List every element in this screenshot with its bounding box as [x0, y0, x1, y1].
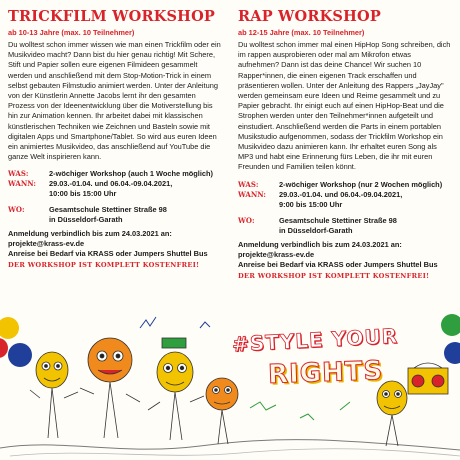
wann-label: WANN:	[8, 179, 36, 189]
wo-label: WO:	[8, 205, 25, 215]
yellow-dot	[0, 317, 19, 339]
sketch-character-1	[30, 352, 78, 438]
trickfilm-location: Gesamtschule Stettiner Straße 98	[49, 205, 167, 215]
blue-dot	[8, 343, 32, 367]
blue-dot-right	[444, 342, 460, 364]
trickfilm-dates: 29.03.-01.04. und 06.04.-09.04.2021,	[49, 179, 173, 189]
scribble-accent	[250, 402, 350, 420]
registration-email[interactable]: projekte@krass-ev.de	[238, 249, 315, 259]
rap-location: Gesamtschule Stettiner Straße 98	[279, 215, 397, 225]
rap-times: 9:00 bis 15:00 Uhr	[279, 199, 343, 209]
rap-age: ab 12-15 Jahre (max. 10 Teilnehmer)	[238, 28, 365, 37]
sketch-character-3	[148, 338, 204, 440]
sketch-character-4	[206, 378, 238, 444]
sketch-illustration	[0, 298, 460, 460]
registration-deadline: Anmeldung verbindlich bis zum 24.03.2021 an:	[8, 229, 172, 239]
trickfilm-was-row	[8, 169, 223, 179]
trickfilm-times: 10:00 bis 15:00 Uhr	[49, 189, 117, 199]
rap-was-row	[238, 180, 453, 190]
trickfilm-free-note: DER WORKSHOP IST KOMPLETT KOSTENFREI!	[8, 261, 200, 270]
rap-wann-row	[238, 190, 453, 210]
trickfilm-age: ab 10-13 Jahre (max. 10 Teilnehmer)	[8, 28, 135, 37]
ground-scribble	[0, 440, 460, 450]
rap-dates: 29.03.-01.04. und 06.04.-09.04.2021,	[279, 189, 403, 199]
hashtag-rights: RIGHTS	[267, 355, 384, 391]
red-dot	[0, 338, 8, 358]
hashtag-style-your: #STYLE YOUR	[231, 323, 399, 357]
green-dot	[441, 314, 460, 336]
rap-wo-row	[238, 216, 453, 236]
registration-email[interactable]: projekte@krass-ev.de	[8, 239, 85, 249]
rap-shuttle-note: Anreise bei Bedarf via KRASS oder Jumpers Shuttel Bus	[238, 259, 438, 269]
was-label: WAS:	[8, 169, 29, 179]
rap-title: RAP WORKSHOP	[238, 8, 381, 25]
trickfilm-city: in Düsseldorf-Garath	[49, 215, 123, 225]
registration-deadline: Anmeldung verbindlich bis zum 24.03.2021 an:	[238, 239, 402, 249]
trickfilm-workshop-column	[8, 8, 223, 270]
trickfilm-wann-row	[8, 179, 223, 199]
trickfilm-was-value: 2-wöchiger Workshop (auch 1 Woche möglich)	[49, 169, 213, 179]
wo-label: WO:	[238, 215, 255, 225]
wann-label: WANN:	[238, 189, 266, 199]
trickfilm-description: Du wolltest schon immer wissen wie man einen Trickfilm oder ein Musikvideo macht? Dann bist du hier genau richtig! Mit Schere, Stift und Papier sollen eure eigenen Filmideen gesammelt werden und anschließend mit dem Stop-Motion-Trick in einem selbst gebauten Filmstudio animiert werden. Unter der Anleitung von der Künstlerin Annette Jacobs lernt ihr den gesamten Prozess von der Ideenentwicklung über die Motiverstellung bis hin zur Animation kennen. Ihr arbeitet dabei mit klassischen künstlerischen Techniken wie Zeichnen und Basteln sowie mit digitalen Apps und Smartphone/Tablet. So wird aus euren Ideen ein animiertes Musikvideo, das anschließend auf YouTube die ganze Welt inspirieren kann.	[8, 40, 221, 162]
trickfilm-registration	[8, 229, 223, 249]
sketch-character-5	[377, 381, 407, 446]
rap-city: in Düsseldorf-Garath	[279, 225, 353, 235]
trickfilm-shuttle-note: Anreise bei Bedarf via KRASS oder Jumpers Shuttel Bus	[8, 249, 208, 259]
rap-workshop-column	[238, 8, 453, 281]
rap-was-value: 2-wöchiger Workshop (nur 2 Wochen möglich)	[279, 179, 443, 189]
rap-registration	[238, 240, 453, 260]
rap-free-note: DER WORKSHOP IST KOMPLETT KOSTENFREI!	[238, 271, 430, 280]
rap-description: Du wolltest schon immer mal einen HipHop Song schreiben, dich im rappen ausprobieren oder mal am Mikrofon etwas aufnehmen? Dann ist das deine Chance! Wir suchen 10 Rapper*innen, die einen eigenen Track erschaffen und präsentieren wollen. Unter der Anleitung des Rappers „JayJay" werden gemeinsam eure Ideen und Reime gesammelt und zu Papier gebracht. Ihr einigt euch auf einen HipHop-Beat und die Strophen werden unter den Teilnehmer*innen aufgeteilt und einstudiert. Anschließend werden die Parts in einem portablen Musikstudio aufgenommen, sodass der Trickfilm Workshop ein Musikvideo dazu animieren kann. Ihr erhaltet euren Song als MP3 und habt eine Erinnerung fürs Leben, die ihr mit euren Freunden und Familien teilen könnt.	[238, 40, 451, 172]
trickfilm-title: TRICKFILM WORKSHOP	[8, 8, 216, 25]
trickfilm-wo-row	[8, 205, 223, 225]
sketch-character-2	[80, 338, 140, 438]
boombox-icon	[408, 363, 448, 394]
was-label: WAS:	[238, 179, 259, 189]
